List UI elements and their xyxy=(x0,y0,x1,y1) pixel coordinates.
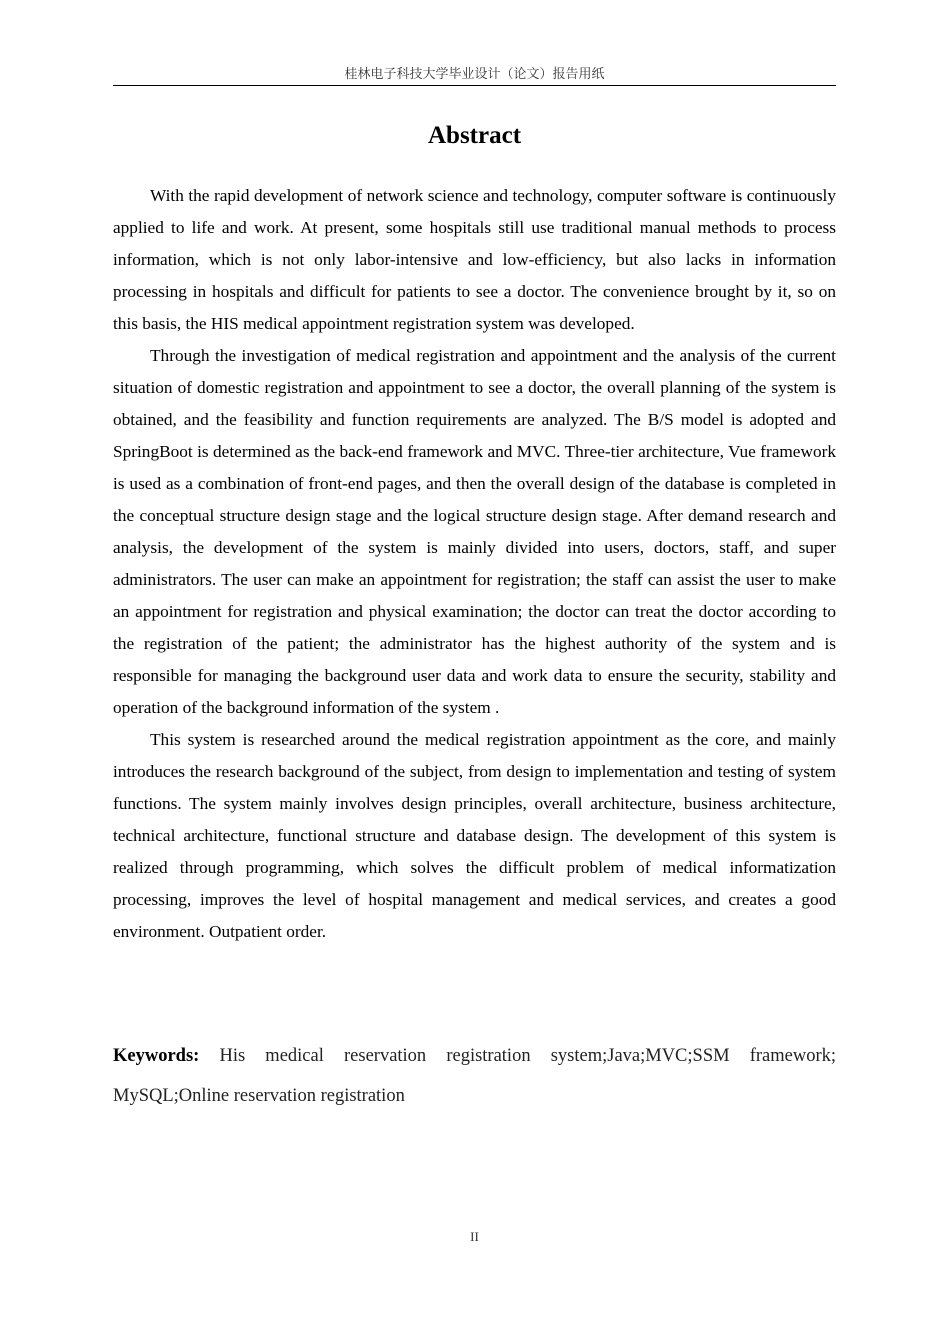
abstract-paragraph-1: With the rapid development of network science and technology, computer software is continuously applied to life and work. At present, some hospitals still use traditional manual methods to process information, which is not only labor-intensive and low-efficiency, but also lacks in information processing in hospitals and difficult for patients to see a doctor. The convenience brought by it, so on this basis, the HIS medical appointment registration system was developed. xyxy=(113,186,836,333)
keywords-block xyxy=(113,1036,836,1116)
page-number: II xyxy=(470,1229,479,1244)
keywords-label: Keywords: xyxy=(113,1046,200,1066)
abstract-paragraph-2: Through the investigation of medical registration and appointment and the analysis of the current situation of domestic registration and appointment to see a doctor, the overall planning of the system is obtained, and the feasibility and function requirements are analyzed. The B/S model is adopted and SpringBoot is determined as the back-end framework and MVC. Three-tier architecture, Vue framework is used as a combination of front-end pages, and then the overall design of the database is completed in the conceptual structure design stage and the logical structure design stage. After demand research and analysis, the development of the system is mainly divided into users, doctors, staff, and super administrators. The user can make an appointment for registration; the staff can assist the user to make an appointment for registration and physical examination; the doctor can treat the doctor according to the registration of the patient; the administrator has the highest authority of the system and is responsible for managing the background user data and work data to ensure the security, stability and operation of the background information of the system . xyxy=(113,346,836,717)
page-title: Abstract xyxy=(427,122,522,149)
abstract-paragraph-3: This system is researched around the medical registration appointment as the core, and mainly introduces the research background of the subject, from design to implementation and testing of system functions. The system mainly involves design principles, overall architecture, business architecture, technical architecture, functional structure and database design. The development of this system is realized through programming, which solves the difficult problem of medical informatization processing, improves the level of hospital management and medical services, and creates a good environment. Outpatient order. xyxy=(113,730,836,941)
keywords-text: His medical reservation registration system;Java;MVC;SSM framework; MySQL;Online reservation registration xyxy=(113,1046,836,1106)
abstract-body xyxy=(113,180,836,948)
header-rule xyxy=(113,85,836,86)
page-header: 桂林电子科技大学毕业设计（论文）报告用纸 xyxy=(344,67,605,82)
